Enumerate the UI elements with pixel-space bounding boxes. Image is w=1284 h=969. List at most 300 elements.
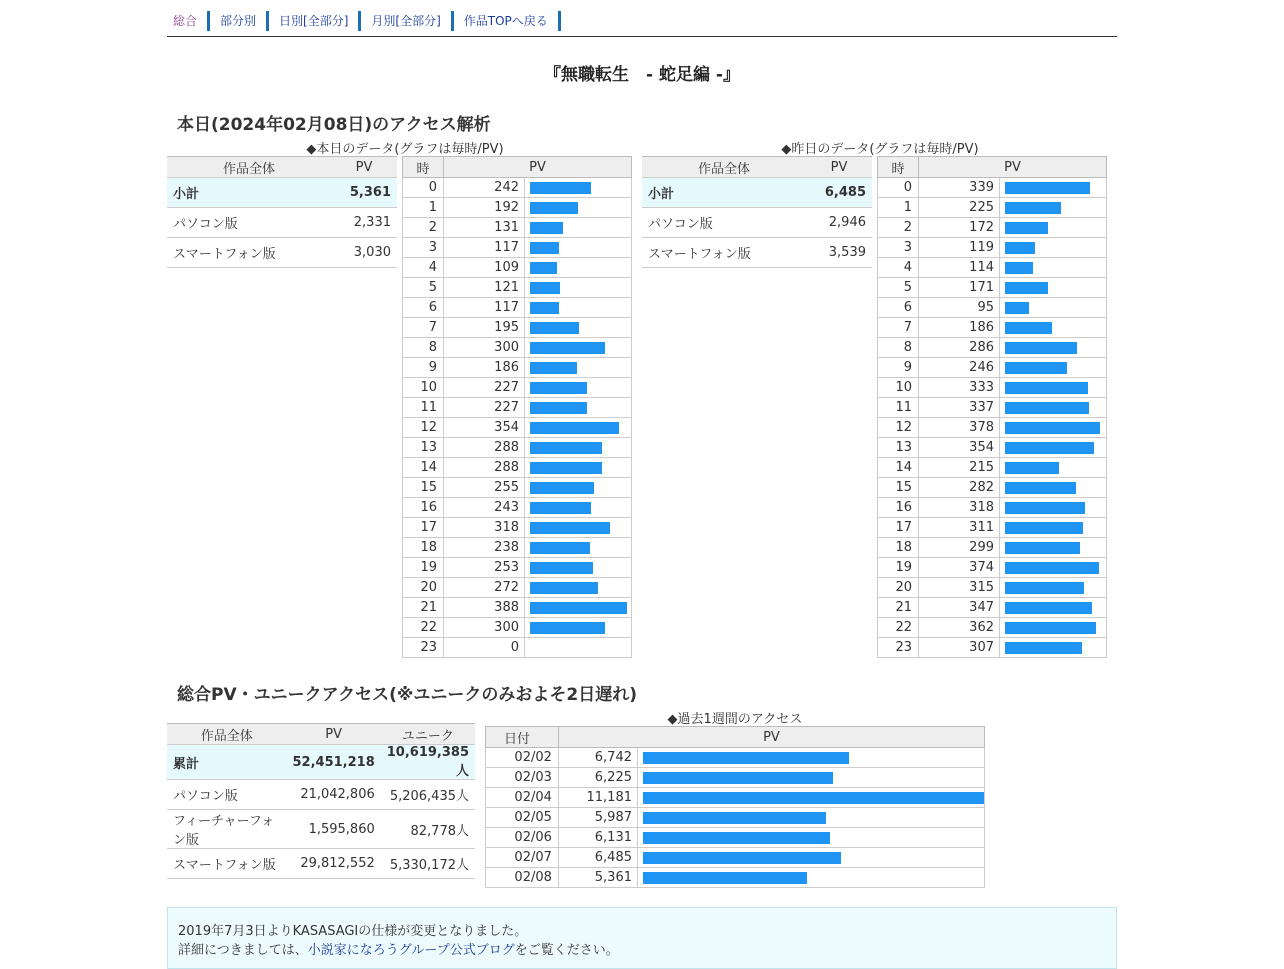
table-header-row: [486, 727, 985, 748]
pv-bar: [643, 792, 984, 804]
table-row: [167, 780, 475, 810]
bar-cell: [525, 238, 632, 258]
table-row: [878, 378, 1107, 398]
table-row: [403, 578, 632, 598]
hour-cell: 22: [403, 618, 444, 638]
hour-cell: 3: [878, 238, 919, 258]
table-row: [486, 768, 985, 788]
bar-cell: [525, 618, 632, 638]
pv-value: 307: [919, 638, 1000, 658]
table-row: [878, 478, 1107, 498]
hour-cell: 19: [878, 558, 919, 578]
notice-line-2: [178, 939, 619, 958]
pv-value: 286: [919, 338, 1000, 358]
pv-bar: [1005, 622, 1096, 634]
table-row: [878, 298, 1107, 318]
hour-cell: 20: [878, 578, 919, 598]
pv-value: 339: [919, 178, 1000, 198]
yesterday-caption: ◆昨日のデータ(グラフは毎時/PV): [781, 142, 979, 157]
pv-bar: [530, 562, 593, 574]
pv-bar: [1005, 202, 1061, 214]
row-label: フィーチャーフォン版: [167, 810, 287, 849]
nav-link-summary[interactable]: 総合: [173, 14, 198, 28]
pv-value: 238: [444, 538, 525, 558]
pv-bar: [530, 302, 559, 314]
hour-cell: 16: [878, 498, 919, 518]
table-row: [403, 538, 632, 558]
row-label: 小計: [167, 178, 331, 208]
pv-value: 333: [919, 378, 1000, 398]
table-row: [403, 418, 632, 438]
bar-cell: [525, 338, 632, 358]
pv-value: 354: [444, 418, 525, 438]
row-pv: 1,595,860: [287, 810, 381, 849]
nav-link-monthly[interactable]: 月別[全部分]: [371, 14, 441, 28]
pv-value: 6,225: [558, 768, 637, 788]
pv-bar: [530, 482, 594, 494]
pv-value: 255: [444, 478, 525, 498]
hour-cell: 21: [878, 598, 919, 618]
bar-cell: [638, 748, 985, 768]
bar-cell: [525, 578, 632, 598]
table-row: [167, 238, 397, 268]
hour-cell: 23: [878, 638, 919, 658]
table-row: [403, 338, 632, 358]
pv-value: 186: [444, 358, 525, 378]
today-caption: ◆本日のデータ(グラフは毎時/PV): [306, 142, 504, 157]
bar-cell: [638, 768, 985, 788]
pv-bar: [1005, 602, 1092, 614]
header-whole-work: 作品全体: [642, 157, 806, 178]
row-pv: 2,331: [331, 208, 397, 238]
table-row: [403, 238, 632, 258]
bar-cell: [525, 398, 632, 418]
pv-bar: [530, 202, 578, 214]
table-row: [403, 178, 632, 198]
pv-value: 0: [444, 638, 525, 658]
hour-cell: 2: [403, 218, 444, 238]
pv-value: 288: [444, 458, 525, 478]
pv-bar: [1005, 182, 1090, 194]
hour-cell: 10: [403, 378, 444, 398]
pv-value: 243: [444, 498, 525, 518]
pv-value: 299: [919, 538, 1000, 558]
nav-list: [173, 11, 561, 31]
hour-cell: 10: [878, 378, 919, 398]
hour-cell: 1: [403, 198, 444, 218]
hour-cell: 6: [878, 298, 919, 318]
notice-suffix: をご覧ください。: [514, 943, 619, 958]
bar-cell: [525, 538, 632, 558]
notice-box: [167, 907, 1117, 969]
table-row: [878, 278, 1107, 298]
hour-cell: 7: [403, 318, 444, 338]
nav-item-back-to-top[interactable]: [464, 11, 561, 31]
pv-bar: [1005, 562, 1099, 574]
hour-cell: 14: [403, 458, 444, 478]
bar-cell: [525, 318, 632, 338]
today-summary-table: [167, 156, 397, 268]
bar-cell: [1000, 178, 1107, 198]
date-cell: 02/02: [486, 748, 559, 768]
bar-cell: [1000, 218, 1107, 238]
hour-cell: 9: [403, 358, 444, 378]
pv-bar: [530, 422, 619, 434]
table-row: [878, 398, 1107, 418]
table-row: [403, 618, 632, 638]
table-row: [403, 198, 632, 218]
bar-cell: [638, 788, 985, 808]
bar-cell: [1000, 358, 1107, 378]
pv-value: 318: [444, 518, 525, 538]
pv-bar: [1005, 642, 1082, 654]
pv-bar: [530, 602, 627, 614]
header-pv: PV: [444, 157, 632, 178]
pv-value: 117: [444, 238, 525, 258]
bar-cell: [525, 478, 632, 498]
row-pv: 3,539: [806, 238, 872, 268]
row-unique: 5,206,435人: [381, 780, 475, 810]
bar-cell: [525, 378, 632, 398]
header-hour: 時: [403, 157, 444, 178]
bar-cell: [638, 848, 985, 868]
pv-value: 315: [919, 578, 1000, 598]
table-row: [167, 178, 397, 208]
bar-cell: [525, 558, 632, 578]
row-label: スマートフォン版: [167, 238, 331, 268]
pv-value: 378: [919, 418, 1000, 438]
week-caption: ◆過去1週間のアクセス: [667, 712, 803, 727]
blog-link[interactable]: 小説家になろうグループ公式ブログ: [307, 943, 515, 958]
table-row: [403, 298, 632, 318]
bar-cell: [1000, 398, 1107, 418]
pv-bar: [1005, 362, 1067, 374]
pv-value: 288: [444, 438, 525, 458]
bar-cell: [525, 498, 632, 518]
table-row: [403, 638, 632, 658]
pv-value: 246: [919, 358, 1000, 378]
pv-value: 227: [444, 398, 525, 418]
pv-bar: [530, 182, 591, 194]
hour-cell: 21: [403, 598, 444, 618]
pv-value: 253: [444, 558, 525, 578]
table-row: [167, 208, 397, 238]
bar-cell: [525, 178, 632, 198]
pv-value: 172: [919, 218, 1000, 238]
pv-bar: [1005, 302, 1029, 314]
bar-cell: [638, 808, 985, 828]
bar-cell: [1000, 378, 1107, 398]
hour-cell: 0: [403, 178, 444, 198]
hour-cell: 11: [878, 398, 919, 418]
hour-cell: 20: [403, 578, 444, 598]
table-row: [403, 398, 632, 418]
header-pv: PV: [919, 157, 1107, 178]
table-row: [878, 538, 1107, 558]
table-row: [403, 218, 632, 238]
pv-bar: [1005, 442, 1094, 454]
header-hour: 時: [878, 157, 919, 178]
pv-value: 318: [919, 498, 1000, 518]
notice-prefix: 詳細につきましては、: [178, 943, 308, 958]
table-row: [167, 745, 475, 780]
total-section-title: 総合PV・ユニークアクセス(※ユニークのみおよそ2日遅れ): [177, 685, 637, 705]
pv-value: 6,742: [558, 748, 637, 768]
bar-cell: [525, 518, 632, 538]
weekly-table: [485, 726, 985, 888]
header-whole-work: 作品全体: [167, 724, 287, 745]
row-label: スマートフォン版: [167, 849, 287, 879]
header-date: 日付: [486, 727, 559, 748]
table-header-row: [642, 157, 872, 178]
table-row: [167, 849, 475, 879]
pv-value: 311: [919, 518, 1000, 538]
table-header-row: [403, 157, 632, 178]
bar-cell: [1000, 318, 1107, 338]
pv-bar: [530, 402, 587, 414]
nav-link-back-to-top[interactable]: 作品TOPへ戻る: [463, 14, 548, 28]
hour-cell: 11: [403, 398, 444, 418]
pv-value: 300: [444, 338, 525, 358]
pv-bar: [530, 442, 602, 454]
hour-cell: 14: [878, 458, 919, 478]
row-pv: 2,946: [806, 208, 872, 238]
nav-link-daily[interactable]: 日別[全部分]: [279, 14, 349, 28]
pv-value: 117: [444, 298, 525, 318]
hour-cell: 15: [403, 478, 444, 498]
table-header-row: [167, 724, 475, 745]
pv-bar: [530, 542, 590, 554]
pv-value: 195: [444, 318, 525, 338]
hour-cell: 19: [403, 558, 444, 578]
top-nav: [167, 0, 1117, 37]
hour-cell: 4: [878, 258, 919, 278]
hour-cell: 0: [878, 178, 919, 198]
hour-cell: 17: [403, 518, 444, 538]
pv-value: 227: [444, 378, 525, 398]
table-row: [486, 788, 985, 808]
table-row: [403, 318, 632, 338]
table-row: [642, 178, 872, 208]
notice-line-1: 2019年7月3日よりKASASAGIの仕様が変更となりました。: [178, 924, 528, 939]
pv-value: 114: [919, 258, 1000, 278]
work-title: 『無職転生 - 蛇足編 -』: [544, 65, 740, 85]
bar-cell: [525, 258, 632, 278]
table-row: [878, 598, 1107, 618]
pv-bar: [1005, 422, 1100, 434]
pv-bar: [1005, 462, 1059, 474]
pv-value: 354: [919, 438, 1000, 458]
bar-cell: [1000, 258, 1107, 278]
pv-bar: [643, 772, 833, 784]
pv-bar: [1005, 262, 1033, 274]
pv-bar: [1005, 382, 1088, 394]
table-row: [878, 218, 1107, 238]
table-row: [486, 748, 985, 768]
nav-item-monthly[interactable]: [371, 11, 453, 31]
table-row: [878, 438, 1107, 458]
pv-value: 388: [444, 598, 525, 618]
table-row: [403, 278, 632, 298]
hour-cell: 12: [403, 418, 444, 438]
hour-cell: 5: [403, 278, 444, 298]
hour-cell: 12: [878, 418, 919, 438]
table-row: [878, 338, 1107, 358]
table-row: [403, 258, 632, 278]
hour-cell: 4: [403, 258, 444, 278]
bar-cell: [1000, 478, 1107, 498]
header-pv: PV: [558, 727, 984, 748]
row-label: 累計: [167, 745, 287, 780]
pv-value: 272: [444, 578, 525, 598]
pv-bar: [1005, 282, 1048, 294]
table-row: [878, 498, 1107, 518]
table-row: [403, 458, 632, 478]
nav-item-by-part[interactable]: [220, 11, 269, 31]
table-row: [878, 638, 1107, 658]
pv-value: 215: [919, 458, 1000, 478]
hour-cell: 18: [403, 538, 444, 558]
pv-bar: [1005, 502, 1085, 514]
bar-cell: [525, 298, 632, 318]
table-row: [878, 578, 1107, 598]
bar-cell: [525, 198, 632, 218]
hour-cell: 23: [403, 638, 444, 658]
yesterday-hourly-table: [877, 156, 1107, 658]
nav-item-daily[interactable]: [279, 11, 361, 31]
table-row: [403, 378, 632, 398]
bar-cell: [638, 828, 985, 848]
pv-bar: [530, 342, 605, 354]
pv-bar: [1005, 482, 1076, 494]
hour-cell: 9: [878, 358, 919, 378]
table-row: [878, 618, 1107, 638]
hour-cell: 13: [403, 438, 444, 458]
table-row: [403, 358, 632, 378]
nav-item-summary[interactable]: [173, 11, 210, 31]
table-row: [403, 438, 632, 458]
table-row: [878, 458, 1107, 478]
table-row: [878, 178, 1107, 198]
pv-bar: [530, 362, 577, 374]
pv-value: 5,987: [558, 808, 637, 828]
row-label: パソコン版: [642, 208, 806, 238]
table-row: [642, 238, 872, 268]
hour-cell: 5: [878, 278, 919, 298]
pv-bar: [1005, 542, 1080, 554]
row-pv: 3,030: [331, 238, 397, 268]
nav-link-by-part[interactable]: 部分別: [220, 14, 257, 28]
pv-bar: [530, 262, 557, 274]
pv-value: 282: [919, 478, 1000, 498]
row-unique: 5,330,172人: [381, 849, 475, 879]
bar-cell: [1000, 558, 1107, 578]
pv-value: 225: [919, 198, 1000, 218]
table-row: [486, 828, 985, 848]
date-cell: 02/08: [486, 868, 559, 888]
hour-cell: 18: [878, 538, 919, 558]
hour-cell: 1: [878, 198, 919, 218]
pv-value: 171: [919, 278, 1000, 298]
pv-value: 347: [919, 598, 1000, 618]
today-hourly-table: [402, 156, 632, 658]
pv-value: 192: [444, 198, 525, 218]
hour-cell: 16: [403, 498, 444, 518]
bar-cell: [1000, 498, 1107, 518]
pv-bar: [530, 582, 598, 594]
pv-bar: [643, 752, 849, 764]
pv-bar: [530, 522, 610, 534]
pv-bar: [530, 282, 560, 294]
row-label: パソコン版: [167, 208, 331, 238]
table-row: [403, 498, 632, 518]
table-row: [878, 198, 1107, 218]
pv-bar: [1005, 582, 1084, 594]
pv-bar: [530, 242, 559, 254]
bar-cell: [525, 418, 632, 438]
hour-cell: 3: [403, 238, 444, 258]
bar-cell: [525, 598, 632, 618]
pv-bar: [530, 322, 579, 334]
bar-cell: [1000, 618, 1107, 638]
pv-bar: [1005, 242, 1035, 254]
bar-cell: [525, 638, 632, 658]
bar-cell: [1000, 638, 1107, 658]
total-summary-table: [167, 723, 475, 879]
table-row: [878, 558, 1107, 578]
pv-value: 300: [444, 618, 525, 638]
pv-value: 186: [919, 318, 1000, 338]
hour-cell: 8: [403, 338, 444, 358]
row-pv: 21,042,806: [287, 780, 381, 810]
header-whole-work: 作品全体: [167, 157, 331, 178]
table-row: [878, 358, 1107, 378]
pv-value: 6,485: [558, 848, 637, 868]
pv-bar: [530, 382, 587, 394]
bar-cell: [1000, 298, 1107, 318]
date-cell: 02/07: [486, 848, 559, 868]
header-pv: PV: [806, 157, 872, 178]
pv-bar: [1005, 322, 1052, 334]
row-pv: 5,361: [331, 178, 397, 208]
pv-value: 337: [919, 398, 1000, 418]
pv-bar: [643, 852, 841, 864]
pv-value: 5,361: [558, 868, 637, 888]
bar-cell: [1000, 198, 1107, 218]
table-row: [878, 518, 1107, 538]
table-row: [403, 558, 632, 578]
bar-cell: [1000, 518, 1107, 538]
table-row: [878, 318, 1107, 338]
hour-cell: 17: [878, 518, 919, 538]
hour-cell: 15: [878, 478, 919, 498]
hour-cell: 2: [878, 218, 919, 238]
pv-bar: [530, 622, 605, 634]
pv-value: 362: [919, 618, 1000, 638]
pv-value: 242: [444, 178, 525, 198]
bar-cell: [638, 868, 985, 888]
pv-bar: [643, 872, 807, 884]
pv-bar: [530, 462, 602, 474]
bar-cell: [1000, 578, 1107, 598]
table-header-row: [878, 157, 1107, 178]
pv-bar: [1005, 522, 1083, 534]
row-label: パソコン版: [167, 780, 287, 810]
pv-value: 11,181: [558, 788, 637, 808]
row-pv: 29,812,552: [287, 849, 381, 879]
pv-bar: [1005, 342, 1077, 354]
header-unique: ユニーク: [381, 724, 475, 745]
